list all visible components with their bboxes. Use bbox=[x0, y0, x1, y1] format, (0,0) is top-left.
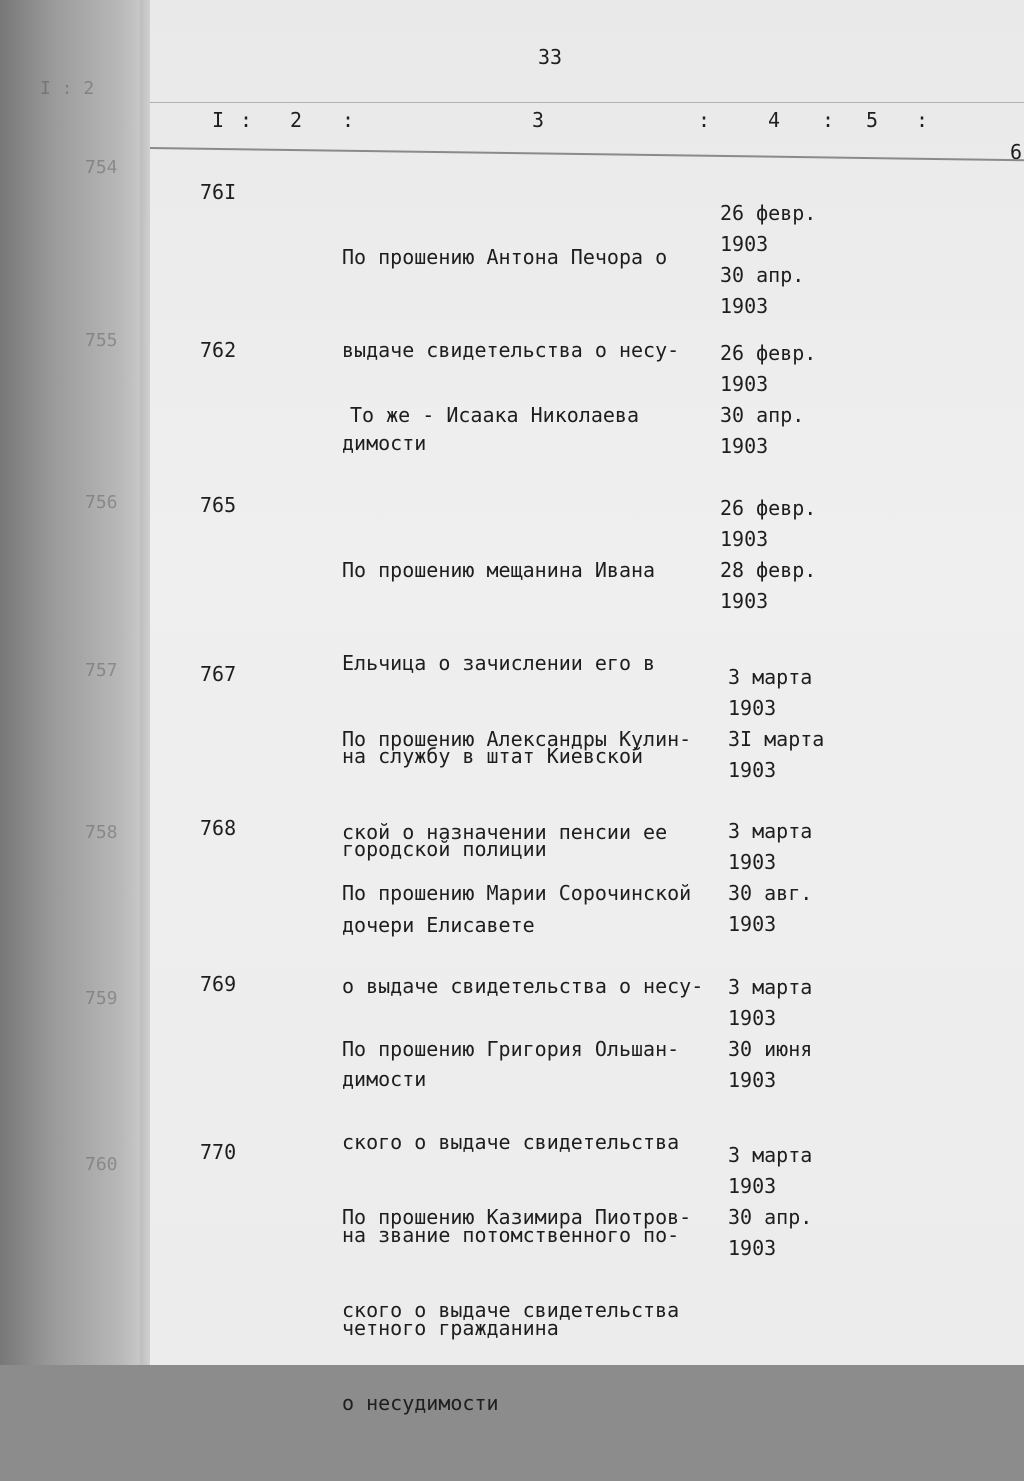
start-date: 26 февр. bbox=[720, 341, 817, 365]
start-year: 1903 bbox=[728, 1006, 777, 1030]
description-line: четного гражданина bbox=[342, 1316, 559, 1340]
record-description bbox=[342, 1140, 720, 1481]
end-date: 30 авг. bbox=[728, 881, 813, 905]
records-table bbox=[150, 0, 1024, 1415]
start-year: 1903 bbox=[728, 850, 777, 874]
column-header-5: 5 bbox=[866, 108, 879, 132]
end-year: 1903 bbox=[728, 1068, 777, 1092]
column-header-4: 4 bbox=[768, 108, 781, 132]
column-separator: : bbox=[698, 108, 711, 132]
description-line: на службу в штат Киевской bbox=[342, 744, 644, 768]
record-number: 770 bbox=[200, 1140, 237, 1164]
description-line: По прошению Марии Сорочинской bbox=[342, 881, 692, 905]
description-line: ского о выдаче свидетельства bbox=[342, 1130, 680, 1154]
end-date: 28 февр. bbox=[720, 558, 817, 582]
column-separator: : bbox=[916, 108, 929, 132]
column-header-6: 6 bbox=[1010, 140, 1023, 164]
end-year: 1903 bbox=[728, 758, 777, 782]
description-line: По прошению Александры Кулин- bbox=[342, 727, 692, 751]
end-year: 1903 bbox=[720, 434, 769, 458]
record-number: 765 bbox=[200, 493, 237, 517]
end-date: 3I марта bbox=[728, 727, 825, 751]
end-date: 30 апр. bbox=[728, 1205, 813, 1229]
start-date: 3 марта bbox=[728, 1143, 813, 1167]
description-line: выдаче свидетельства о несу- bbox=[342, 338, 680, 362]
start-year: 1903 bbox=[720, 232, 769, 256]
description-line: на звание потомственного по- bbox=[342, 1223, 680, 1247]
start-year: 1903 bbox=[728, 696, 777, 720]
start-date: 3 марта bbox=[728, 975, 813, 999]
end-date: 30 апр. bbox=[720, 403, 805, 427]
left-page-number: 755 bbox=[85, 330, 118, 351]
column-separator: : bbox=[822, 108, 835, 132]
page-number: 33 bbox=[538, 45, 563, 69]
left-page-number: 756 bbox=[85, 492, 118, 513]
record-number: 768 bbox=[200, 816, 237, 840]
record-dates bbox=[728, 972, 838, 1096]
description-line: По прошению мещанина Ивана bbox=[342, 558, 656, 582]
record-number: 769 bbox=[200, 972, 237, 996]
column-separator: : bbox=[240, 108, 253, 132]
record-dates bbox=[720, 198, 830, 322]
left-page-number: 757 bbox=[85, 660, 118, 681]
end-year: 1903 bbox=[728, 1236, 777, 1260]
description-line: То же - Исаака Николаева bbox=[350, 403, 639, 427]
column-header-1: I bbox=[212, 108, 225, 132]
record-number: 767 bbox=[200, 662, 237, 686]
description-line: городской полиции bbox=[342, 837, 547, 861]
description-line: димости bbox=[342, 1067, 427, 1091]
record-description bbox=[350, 338, 728, 493]
end-year: 1903 bbox=[720, 294, 769, 318]
left-page-header: I : 2 bbox=[40, 78, 95, 99]
record-dates bbox=[728, 662, 838, 786]
end-date: 30 апр. bbox=[720, 263, 805, 287]
start-date: 26 февр. bbox=[720, 496, 817, 520]
description-line: о выдаче свидетельства о несу- bbox=[342, 974, 704, 998]
description-line: По прошению Казимира Пиотров- bbox=[342, 1205, 692, 1229]
document-page bbox=[150, 0, 1024, 1415]
left-page-number: 760 bbox=[85, 1154, 118, 1175]
end-year: 1903 bbox=[720, 589, 769, 613]
description-line: димости bbox=[342, 431, 427, 455]
description-line: Ельчица о зачислении его в bbox=[342, 651, 656, 675]
left-page-edge bbox=[0, 0, 150, 1365]
left-page-number: 759 bbox=[85, 988, 118, 1009]
column-separator: : bbox=[342, 108, 355, 132]
start-date: 3 марта bbox=[728, 665, 813, 689]
description-line: По прошению Антона Печора о bbox=[342, 245, 668, 269]
end-date: 30 июня bbox=[728, 1037, 813, 1061]
start-year: 1903 bbox=[720, 372, 769, 396]
left-page-number: 758 bbox=[85, 822, 118, 843]
record-dates bbox=[720, 338, 830, 462]
description-line: ской о назначении пенсии ее bbox=[342, 820, 668, 844]
record-number: 76I bbox=[200, 180, 237, 204]
start-date: 26 февр. bbox=[720, 201, 817, 225]
record-number: 762 bbox=[200, 338, 237, 362]
column-header-2: 2 bbox=[290, 108, 303, 132]
record-dates bbox=[720, 493, 830, 617]
start-year: 1903 bbox=[720, 527, 769, 551]
description-line: По прошению Григория Ольшан- bbox=[342, 1037, 680, 1061]
start-date: 3 марта bbox=[728, 819, 813, 843]
record-dates bbox=[728, 816, 838, 940]
description-line: о несудимости bbox=[342, 1391, 499, 1415]
description-line: ского о выдаче свидетельства bbox=[342, 1298, 680, 1322]
left-page-number: 754 bbox=[85, 157, 118, 178]
start-year: 1903 bbox=[728, 1174, 777, 1198]
record-dates bbox=[728, 1140, 838, 1264]
end-year: 1903 bbox=[728, 912, 777, 936]
description-line: дочери Елисавете bbox=[342, 913, 535, 937]
column-header-3: 3 bbox=[532, 108, 545, 132]
